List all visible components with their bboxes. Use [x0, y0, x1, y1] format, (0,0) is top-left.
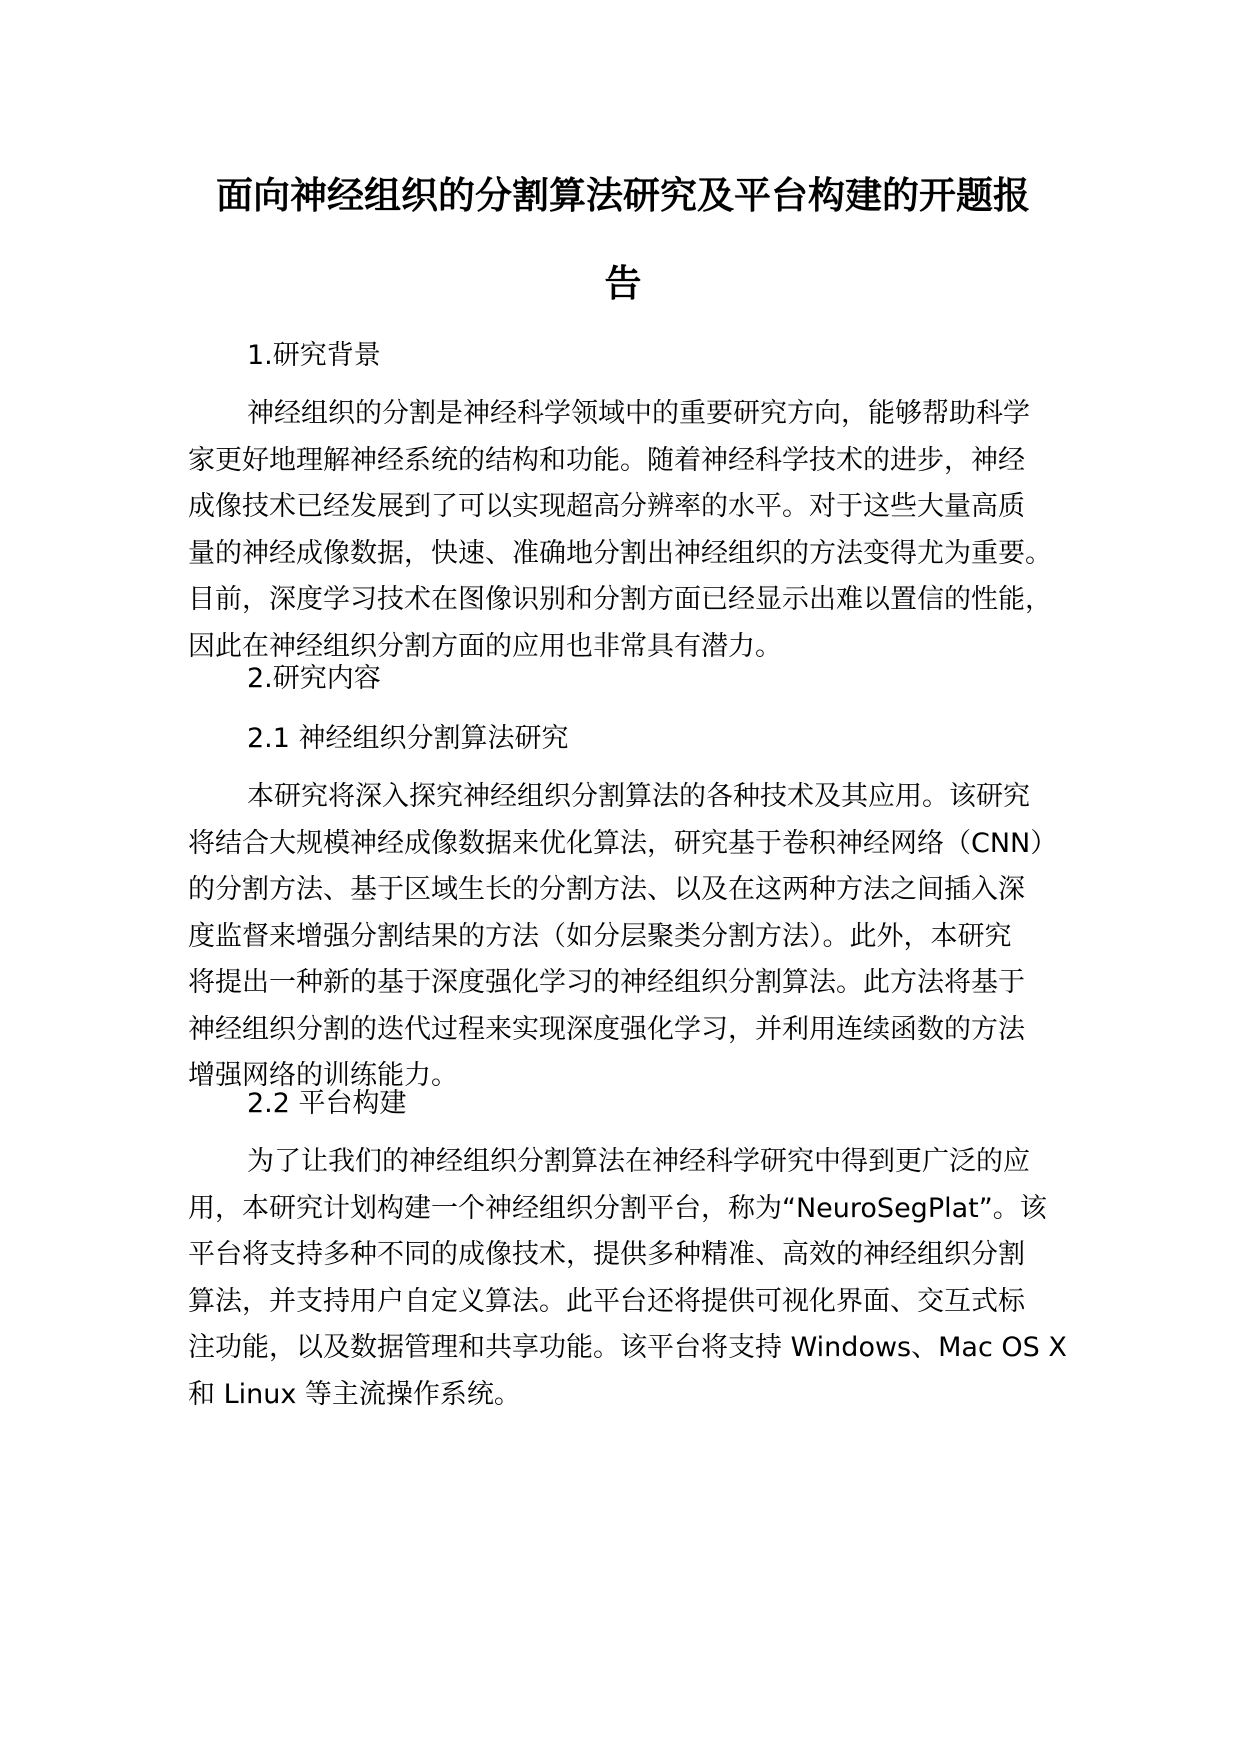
paragraph-line: 成像技术已经发展到了可以实现超高分辨率的水平。对于这些大量高质 [188, 491, 1025, 522]
paragraph-line: 因此在神经组织分割方面的应用也非常具有潜力。 [188, 630, 782, 662]
paragraph-line: 和 Linux 等主流操作系统。 [188, 1378, 521, 1410]
paragraph-line: 增强网络的训练能力。 [188, 1060, 458, 1091]
paragraph-line: 算法，并支持用户自定义算法。此平台还将提供可视化界面、交互式标 [188, 1285, 1025, 1317]
paragraph-line: 将结合大规模神经成像数据来优化算法，研究基于卷积神经网络（CNN） [188, 827, 1058, 859]
paragraph-line: 神经组织分割的迭代过程来实现深度强化学习，并利用连续函数的方法 [188, 1013, 1025, 1045]
title-line-2: 告 [604, 262, 642, 305]
subsection-heading-algorithm: 2.1 神经组织分割算法研究 [247, 723, 569, 754]
paragraph-line: 神经组织的分割是神经科学领域中的重要研究方向，能够帮助科学 [247, 398, 1030, 429]
paragraph-background [188, 391, 1088, 670]
paragraph-line: 度监督来增强分割结果的方法（如分层聚类分割方法）。此外，本研究 [188, 920, 1012, 952]
paragraph-line: 家更好地理解神经系统的结构和功能。随着神经科学技术的进步，神经 [188, 444, 1025, 476]
paragraph-algorithm [188, 774, 1088, 1100]
paragraph-line: 本研究将深入探究神经组织分割算法的各种技术及其应用。该研究 [247, 781, 1030, 812]
paragraph-line: 的分割方法、基于区域生长的分割方法、以及在这两种方法之间插入深 [188, 874, 1025, 905]
section-heading-background: 1.研究背景 [247, 340, 381, 371]
title-line-1: 面向神经组织的分割算法研究及平台构建的开题报 [216, 174, 1030, 217]
paragraph-line: 为了让我们的神经组织分割算法在神经科学研究中得到更广泛的应 [247, 1146, 1030, 1177]
paragraph-line: 目前，深度学习技术在图像识别和分割方面已经显示出难以置信的性能， [188, 584, 1052, 615]
section-heading-content: 2.研究内容 [247, 663, 381, 694]
paragraph-line: 用，本研究计划构建一个神经组织分割平台，称为“NeuroSegPlat”。该 [188, 1192, 1047, 1224]
document-title [188, 152, 1058, 328]
paragraph-line: 平台将支持多种不同的成像技术，提供多种精准、高效的神经组织分割 [188, 1239, 1025, 1270]
paragraph-line: 注功能，以及数据管理和共享功能。该平台将支持 Windows、Mac OS X [188, 1332, 1067, 1363]
paragraph-line: 量的神经成像数据，快速、准确地分割出神经组织的方法变得尤为重要。 [188, 537, 1052, 569]
paragraph-line: 将提出一种新的基于深度强化学习的神经组织分割算法。此方法将基于 [188, 967, 1025, 998]
subsection-heading-platform: 2.2 平台构建 [247, 1088, 407, 1119]
paragraph-platform [188, 1139, 1088, 1418]
